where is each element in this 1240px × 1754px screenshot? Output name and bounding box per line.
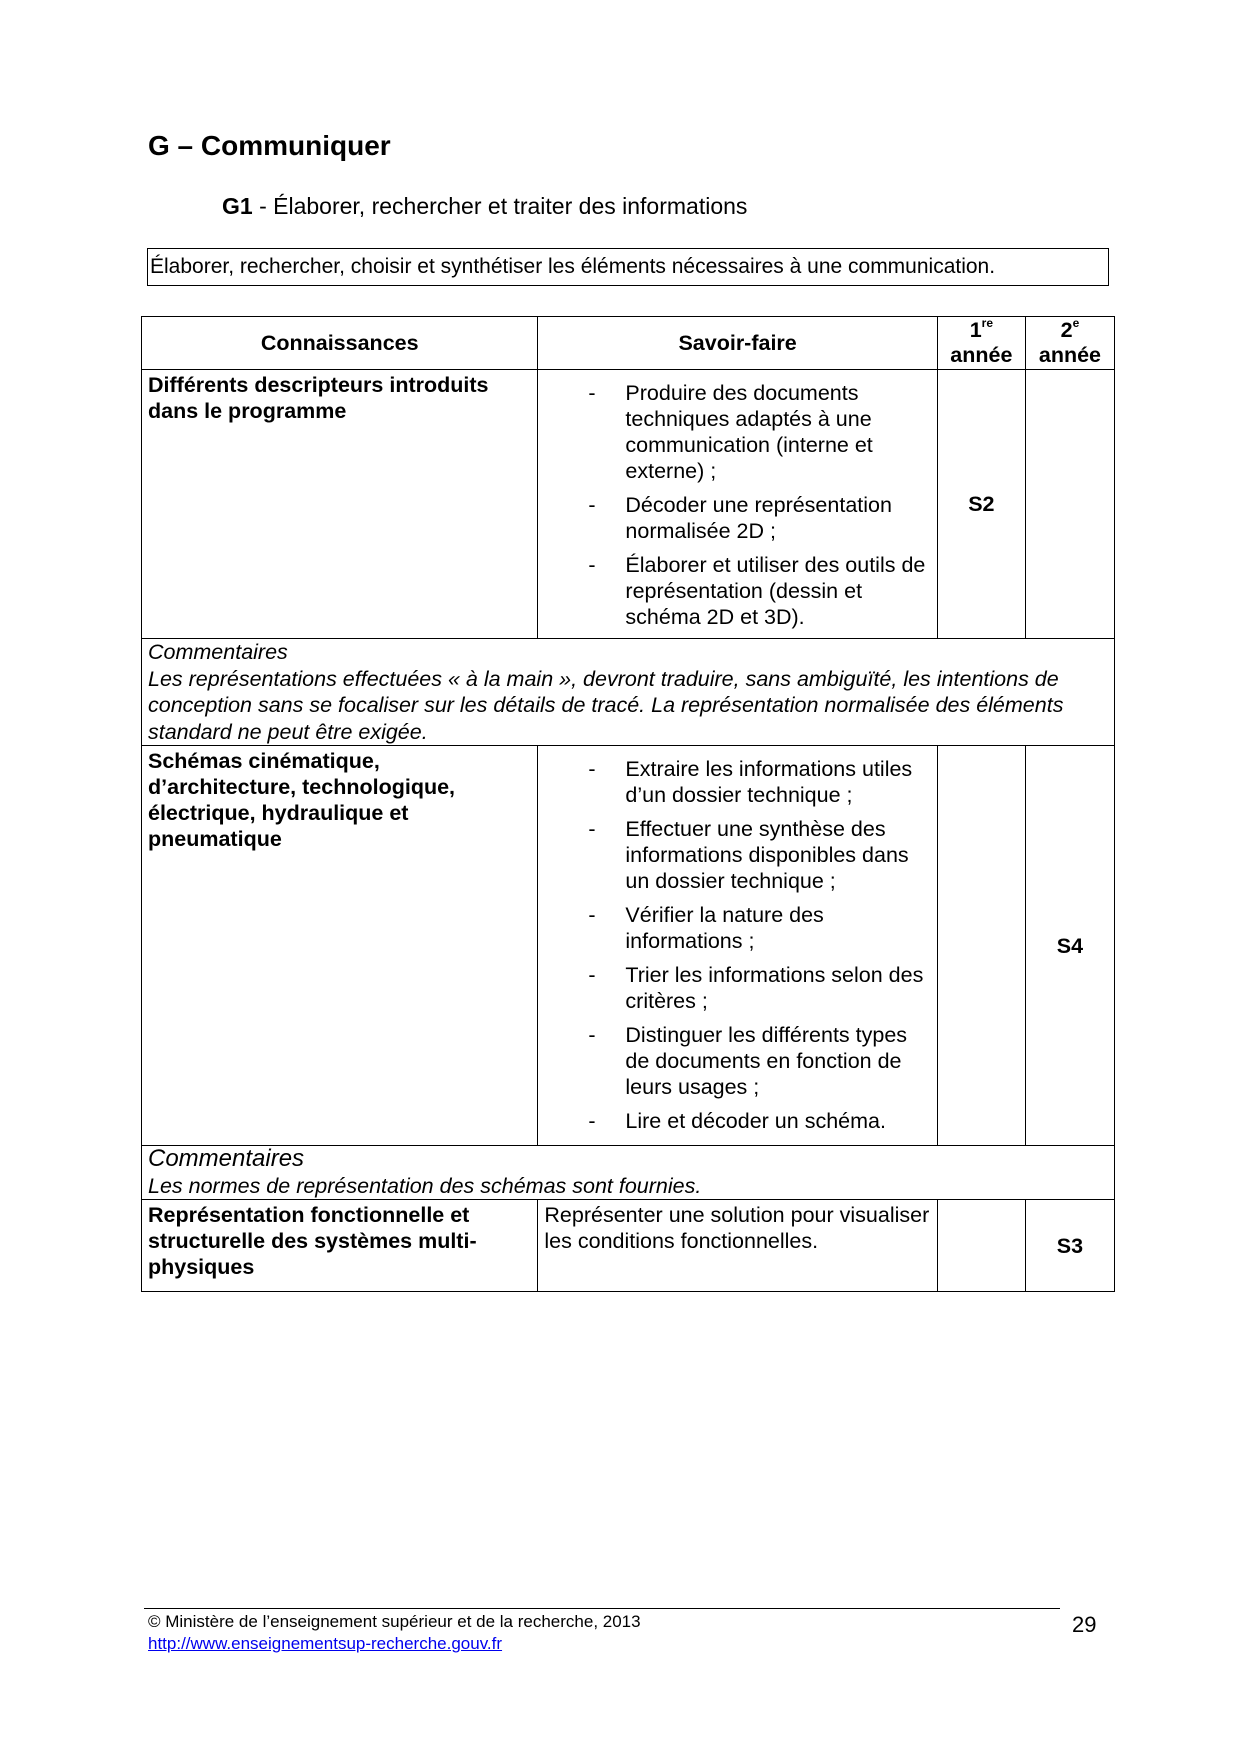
subsection-title [222,193,747,220]
header-skills: Savoir-faire [538,317,937,370]
skills-list [544,370,930,636]
year-1-cell: S2 [937,370,1025,639]
knowledge-cell: Schémas cinématique, d’architecture, technologique, électrique, hydraulique et pneumatique [142,746,538,1146]
comment-label: Commentaires [148,640,288,664]
intro-box: Élaborer, rechercher, choisir et synthétiser les éléments nécessaires à une communication. [147,248,1109,286]
year-1-cell [937,1200,1025,1292]
header-year-1-num: 1 [969,318,982,342]
year-2-cell [1025,370,1114,639]
skill-item: - Trier les informations selon des critères ; [588,962,926,1014]
skill-item: - Élaborer et utiliser des outils de représentation (dessin et schéma 2D et 3D). [588,552,926,630]
skill-item: - Décoder une représentation normalisée 2D ; [588,492,926,544]
knowledge-cell: Différents descripteurs introduits dans le programme [142,370,538,639]
comment-cell [142,639,1115,746]
header-year-1 [937,317,1025,370]
table-row [142,1200,1115,1292]
skill-item: - Distinguer les différents types de documents en fonction de leurs usages ; [588,1022,926,1100]
skill-item: - Vérifier la nature des informations ; [588,902,926,954]
footer-divider [144,1608,1060,1609]
header-year-1-sup: re [981,316,993,330]
header-knowledge: Connaissances [142,317,538,370]
year-2-cell: S4 [1025,746,1114,1146]
header-year-2 [1025,317,1114,370]
header-year-2-sup: e [1072,316,1080,330]
comment-text: Les normes de représentation des schémas sont fournies. [148,1173,702,1198]
footer-link[interactable]: http://www.enseignementsup-recherche.gouv.fr [148,1634,503,1653]
comment-row [142,1146,1115,1200]
table-row [142,370,1115,639]
comment-row [142,639,1115,746]
skills-cell: Représenter une solution pour visualiser les conditions fonctionnelles. [538,1200,937,1292]
skill-item: - Lire et décoder un schéma. [588,1108,926,1134]
skills-cell [538,746,937,1146]
header-year-2-num: 2 [1060,318,1073,342]
subsection-text: - Élaborer, rechercher et traiter des informations [252,193,748,219]
table-header-row [142,317,1115,370]
year-1-cell [937,746,1025,1146]
comment-text: Les représentations effectuées « à la main », devront traduire, sans ambiguïté, les intentions de conception sans se focaliser sur les détails de tracé. La représentation normalisée des éléments standard ne peut être exigée. [148,666,1064,744]
comment-cell [142,1146,1115,1200]
competency-table [141,316,1115,1292]
header-year-1-label: année [950,343,1013,367]
footer-copyright: © Ministère de l’enseignement supérieur et de la recherche, 2013 [148,1612,641,1631]
knowledge-cell: Représentation fonctionnelle et structurelle des systèmes multi-physiques [142,1200,538,1292]
skills-cell [538,370,937,639]
subsection-code: G1 [222,193,253,219]
table-row [142,746,1115,1146]
skill-item: - Effectuer une synthèse des informations disponibles dans un dossier technique ; [588,816,926,894]
year-2-cell: S3 [1025,1200,1114,1292]
skills-list [544,746,930,1140]
skill-item: - Produire des documents techniques adaptés à une communication (interne et externe) ; [588,380,926,484]
section-title: G – Communiquer [148,130,391,161]
page-number: 29 [1072,1612,1097,1637]
header-year-2-label: année [1038,343,1102,367]
skill-item: - Extraire les informations utiles d’un dossier technique ; [588,756,926,808]
comment-label: Commentaires [148,1145,305,1172]
